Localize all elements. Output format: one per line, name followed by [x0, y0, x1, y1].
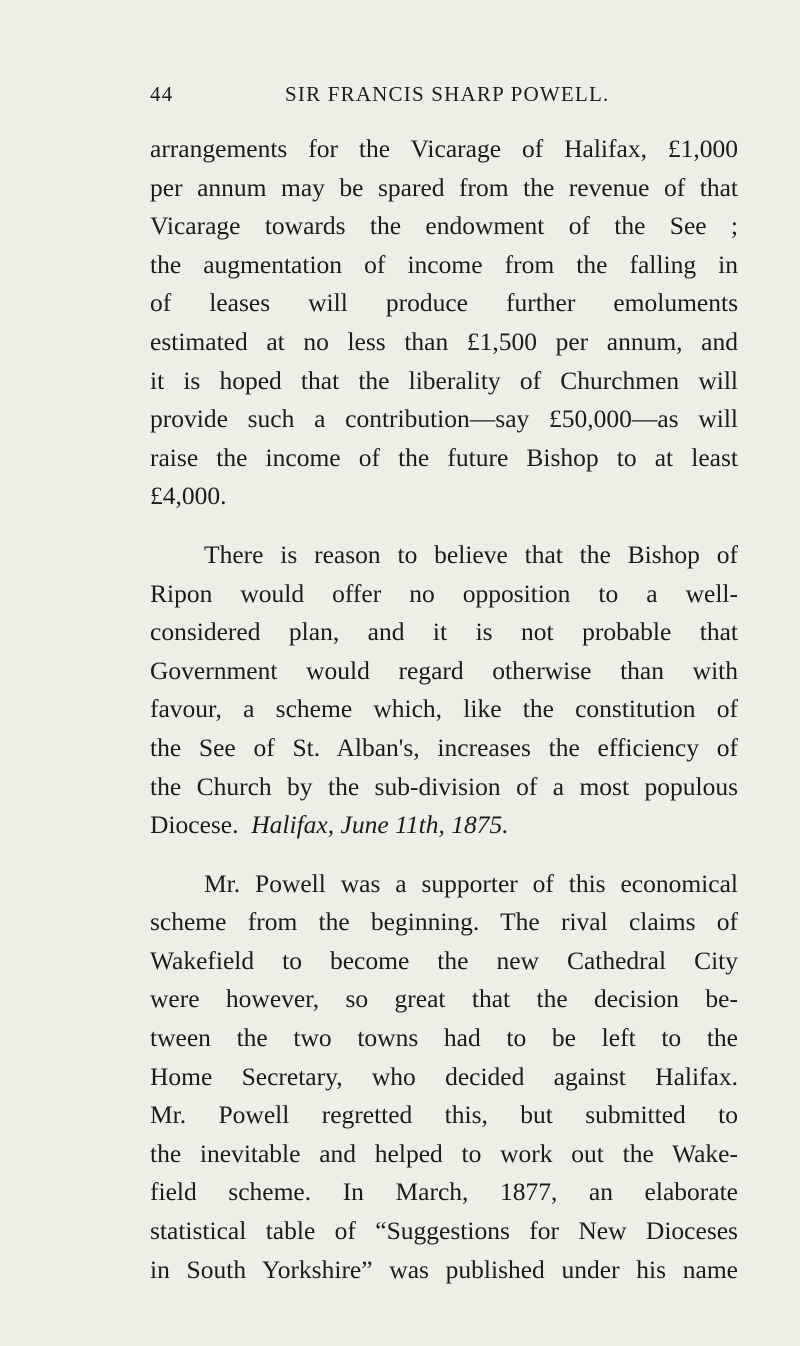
text-line: of leases will produce further emoluments [150, 288, 738, 318]
text-line: There is reason to believe that the Bishop of [204, 539, 738, 569]
text-line: tween the two towns had to be left to the [150, 1023, 738, 1053]
paragraph-1 [150, 130, 738, 516]
paragraph-gap [150, 516, 738, 536]
text-line: it is hoped that the liberality of Churchmen will [150, 365, 738, 395]
text-line: provide such a contribution—say £50,000—as will [150, 404, 738, 434]
paragraph-gap [150, 845, 738, 865]
text-line: favour, a scheme which, like the constitution of [150, 694, 738, 724]
text-line: considered plan, and it is not probable that [150, 617, 738, 647]
text-line: were however, so great that the decision be- [150, 984, 738, 1014]
text-line: statistical table of “Suggestions for New Dioceses [150, 1216, 738, 1246]
text-line: Mr. Powell regretted this, but submitted to [150, 1100, 738, 1130]
text-line: Mr. Powell was a supporter of this economical [204, 868, 738, 898]
text-line: Wakefield to become the new Cathedral City [150, 945, 738, 975]
text-line: £4,000. [150, 481, 227, 511]
text-line: raise the income of the future Bishop to at least [150, 442, 738, 472]
text-line [150, 806, 738, 845]
text-line: arrangements for the Vicarage of Halifax, £1,000 [150, 134, 738, 163]
body-text [150, 130, 738, 1289]
running-head [150, 82, 730, 116]
paragraph-2 [150, 536, 738, 845]
text-line: per annum may be spared from the revenue of that [150, 172, 738, 202]
running-title: SIR FRANCIS SHARP POWELL. [285, 82, 610, 106]
text-line: in South Yorkshire” was published under his name [150, 1254, 738, 1284]
text-line-start: Diocese. [150, 810, 239, 840]
text-line: the inevitable and helped to work out the Wake- [150, 1138, 738, 1168]
paragraph-3 [150, 865, 738, 1290]
text-line: the See of St. Alban's, increases the efficiency of [150, 732, 738, 762]
text-line: the Church by the sub-division of a most populous [150, 771, 738, 801]
text-line: Government would regard otherwise than with [150, 655, 738, 685]
text-line: field scheme. In March, 1877, an elaborate [150, 1177, 738, 1207]
text-line: Ripon would offer no opposition to a well- [150, 578, 738, 608]
text-line: the augmentation of income from the falling in [150, 249, 738, 279]
text-line: scheme from the beginning. The rival claims of [150, 907, 738, 937]
text-line: Home Secretary, who decided against Halifax. [150, 1061, 738, 1091]
text-line: estimated at no less than £1,500 per annum, and [150, 326, 738, 356]
text-line: Vicarage towards the endowment of the See ; [150, 211, 738, 241]
page-number: 44 [150, 82, 174, 106]
dateline: Halifax, June 11th, 1875. [251, 810, 509, 840]
